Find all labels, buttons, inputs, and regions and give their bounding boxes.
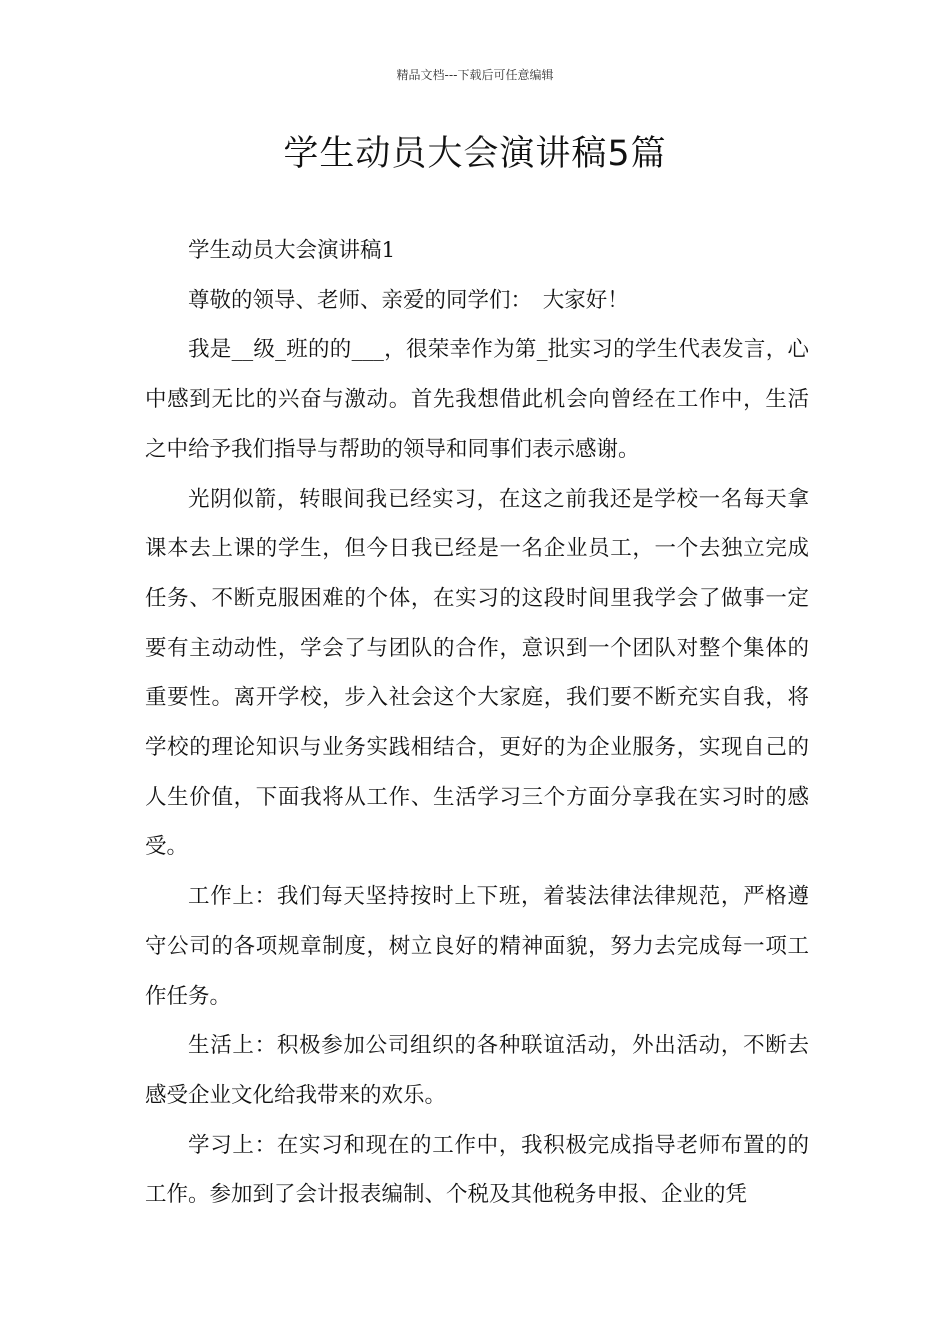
header-note: 精品文档---下载后可任意编辑 bbox=[396, 68, 554, 82]
document-title: 学生动员大会演讲稿5篇 bbox=[283, 134, 667, 174]
paragraph-study: 学习上：在实习和现在的工作中，我积极完成指导老师布置的的工作。参加到了会计报表编制、个税及其他税务申报、企业的凭 bbox=[145, 1132, 809, 1208]
paragraph-reflection: 光阴似箭，转眼间我已经实习，在这之前我还是学校一名每天拿课本去上课的学生，但今日我已经是一名企业员工，一个去独立完成任务、不断克服困难的个体，在实习的这段时间里我学会了做事一定要有主动动性，学会了与团队的合作，意识到一个团队对整个集体的重要性。离开学校，步入社会这个大家庭，我们要不断充实自我，将学校的理论知识与业务实践相结合，更好的为企业服务，实现自己的人生价值，下面我将从工作、生活学习三个方面分享我在实习时的感受。 bbox=[145, 486, 809, 860]
paragraph-greeting: 尊敬的领导、老师、亲爱的同学们： 大家好！ bbox=[188, 287, 629, 313]
section-heading: 学生动员大会演讲稿1 bbox=[188, 238, 396, 263]
paragraph-introduction: 我是__级_班的的___，很荣幸作为第_批实习的学生代表发言，心中感到无比的兴奋与激动。首先我想借此机会向曾经在工作中，生活之中给予我们指导与帮助的领导和同事们表示感谢。 bbox=[145, 337, 809, 462]
paragraph-life: 生活上：积极参加公司组织的各种联谊活动，外出活动，不断去感受企业文化给我带来的欢乐。 bbox=[145, 1033, 809, 1108]
document-body bbox=[145, 226, 809, 1220]
paragraph-work: 工作上：我们每天坚持按时上下班，着装法律法律规范，严格遵守公司的各项规章制度，树立良好的精神面貌，努力去完成每一项工作任务。 bbox=[145, 884, 809, 1009]
